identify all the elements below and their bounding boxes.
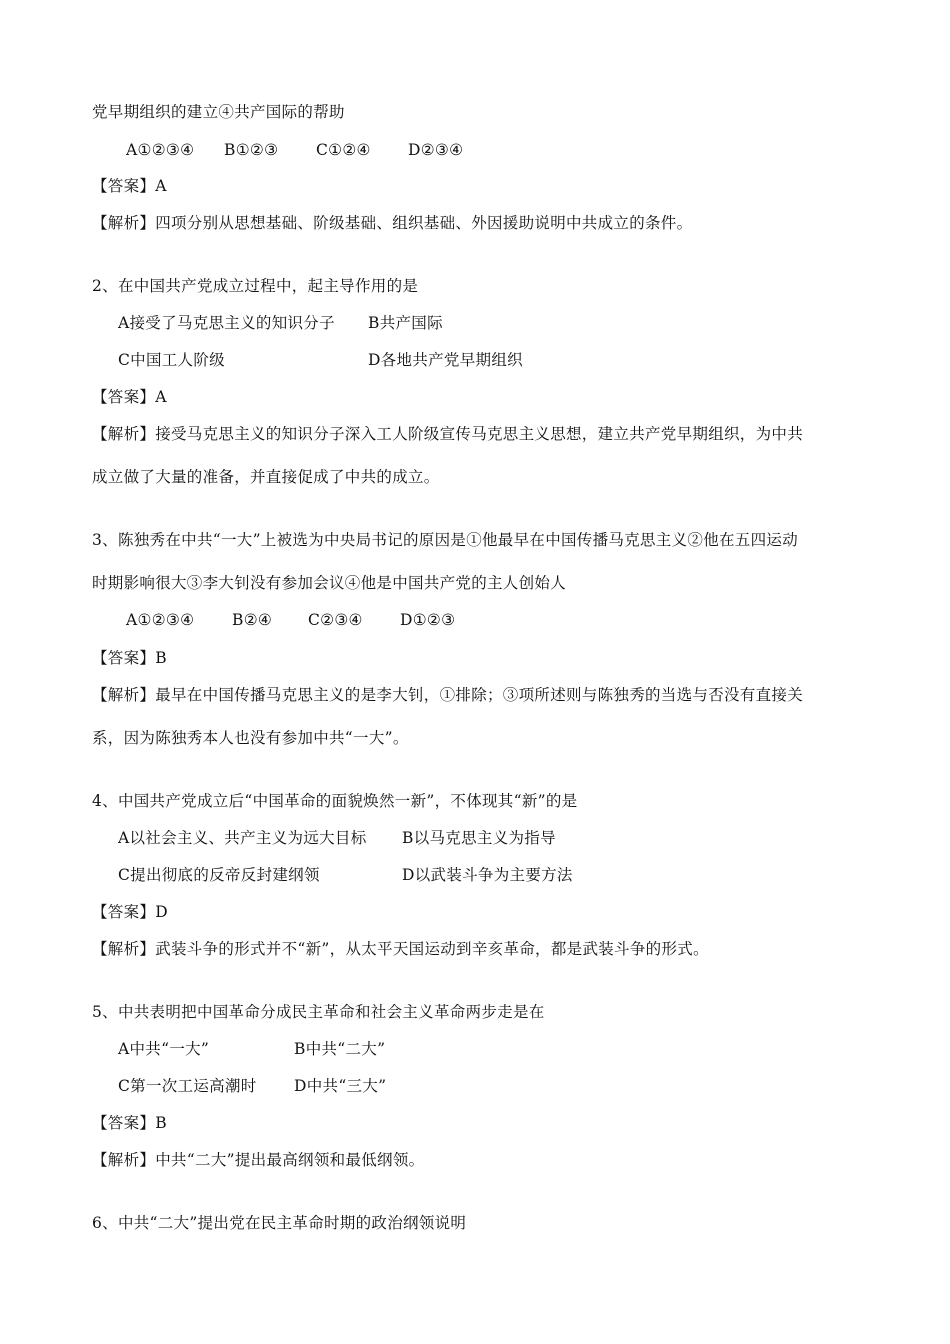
q4-option-c: C提出彻底的反帝反封建纲领 [118, 866, 320, 884]
q1-option-b: B①②③ [224, 141, 279, 159]
q2-option-b: B共产国际 [368, 314, 443, 332]
q3-option-b: B②④ [232, 611, 273, 629]
q3-analysis-line1: 【解析】最早在中国传播马克思主义的是李大钊，①排除；③项所述则与陈独秀的当选与否没有直接关 [92, 686, 804, 704]
q2-option-a: A接受了马克思主义的知识分子 [118, 314, 335, 332]
q5-option-a: A中共“一大” [118, 1040, 210, 1058]
q5-answer: 【答案】B [92, 1114, 167, 1132]
q6-stem: 6、中共“二大”提出党在民主革命时期的政治纲领说明 [92, 1214, 467, 1232]
q1-option-d: D②③④ [408, 141, 464, 159]
q1-option-c: C①②④ [316, 141, 371, 159]
q4-answer: 【答案】D [92, 903, 168, 921]
q2-option-d: D各地共产党早期组织 [368, 351, 523, 369]
q5-option-d: D中共“三大” [294, 1077, 387, 1095]
q2-stem: 2、在中国共产党成立过程中，起主导作用的是 [92, 277, 419, 295]
q3-answer: 【答案】B [92, 649, 167, 667]
q2-option-c: C中国工人阶级 [118, 351, 225, 369]
q4-analysis: 【解析】武装斗争的形式并不“新”，从太平天国运动到辛亥革命，都是武装斗争的形式。 [92, 940, 709, 958]
q3-option-a: A①②③④ [126, 611, 195, 629]
q1-stem-continuation: 党早期组织的建立④共产国际的帮助 [92, 103, 345, 121]
q3-option-c: C②③④ [308, 611, 363, 629]
q3-option-d: D①②③ [400, 611, 456, 629]
q5-analysis: 【解析】中共“二大”提出最高纲领和最低纲领。 [92, 1151, 425, 1169]
q1-answer: 【答案】A [92, 177, 167, 195]
q2-analysis-line1: 【解析】接受马克思主义的知识分子深入工人阶级宣传马克思主义思想，建立共产党早期组织，为中共 [92, 425, 804, 443]
q4-stem: 4、中国共产党成立后“中国革命的面貌焕然一新”，不体现其“新”的是 [92, 792, 578, 810]
q4-option-a: A以社会主义、共产主义为远大目标 [118, 829, 367, 847]
q5-option-c: C第一次工运高潮时 [118, 1077, 257, 1095]
q3-analysis-line2: 系，因为陈独秀本人也没有参加中共“一大”。 [92, 729, 409, 747]
q3-stem-line2: 时期影响很大③李大钊没有参加会议④他是中国共产党的主人创始人 [92, 574, 567, 592]
q4-option-b: B以马克思主义为指导 [402, 829, 556, 847]
q2-answer: 【答案】A [92, 388, 167, 406]
q3-stem-line1: 3、陈独秀在中共“一大”上被选为中央局书记的原因是①他最早在中国传播马克思主义②他在五四运动 [92, 531, 799, 549]
q5-stem: 5、中共表明把中国革命分成民主革命和社会主义革命两步走是在 [92, 1003, 545, 1021]
q1-option-a: A①②③④ [126, 141, 195, 159]
q2-analysis-line2: 成立做了大量的准备，并直接促成了中共的成立。 [92, 468, 440, 486]
q5-option-b: B中共“二大” [294, 1040, 386, 1058]
q4-option-d: D以武装斗争为主要方法 [402, 866, 573, 884]
q1-analysis: 【解析】四项分别从思想基础、阶级基础、组织基础、外因援助说明中共成立的条件。 [92, 214, 693, 232]
